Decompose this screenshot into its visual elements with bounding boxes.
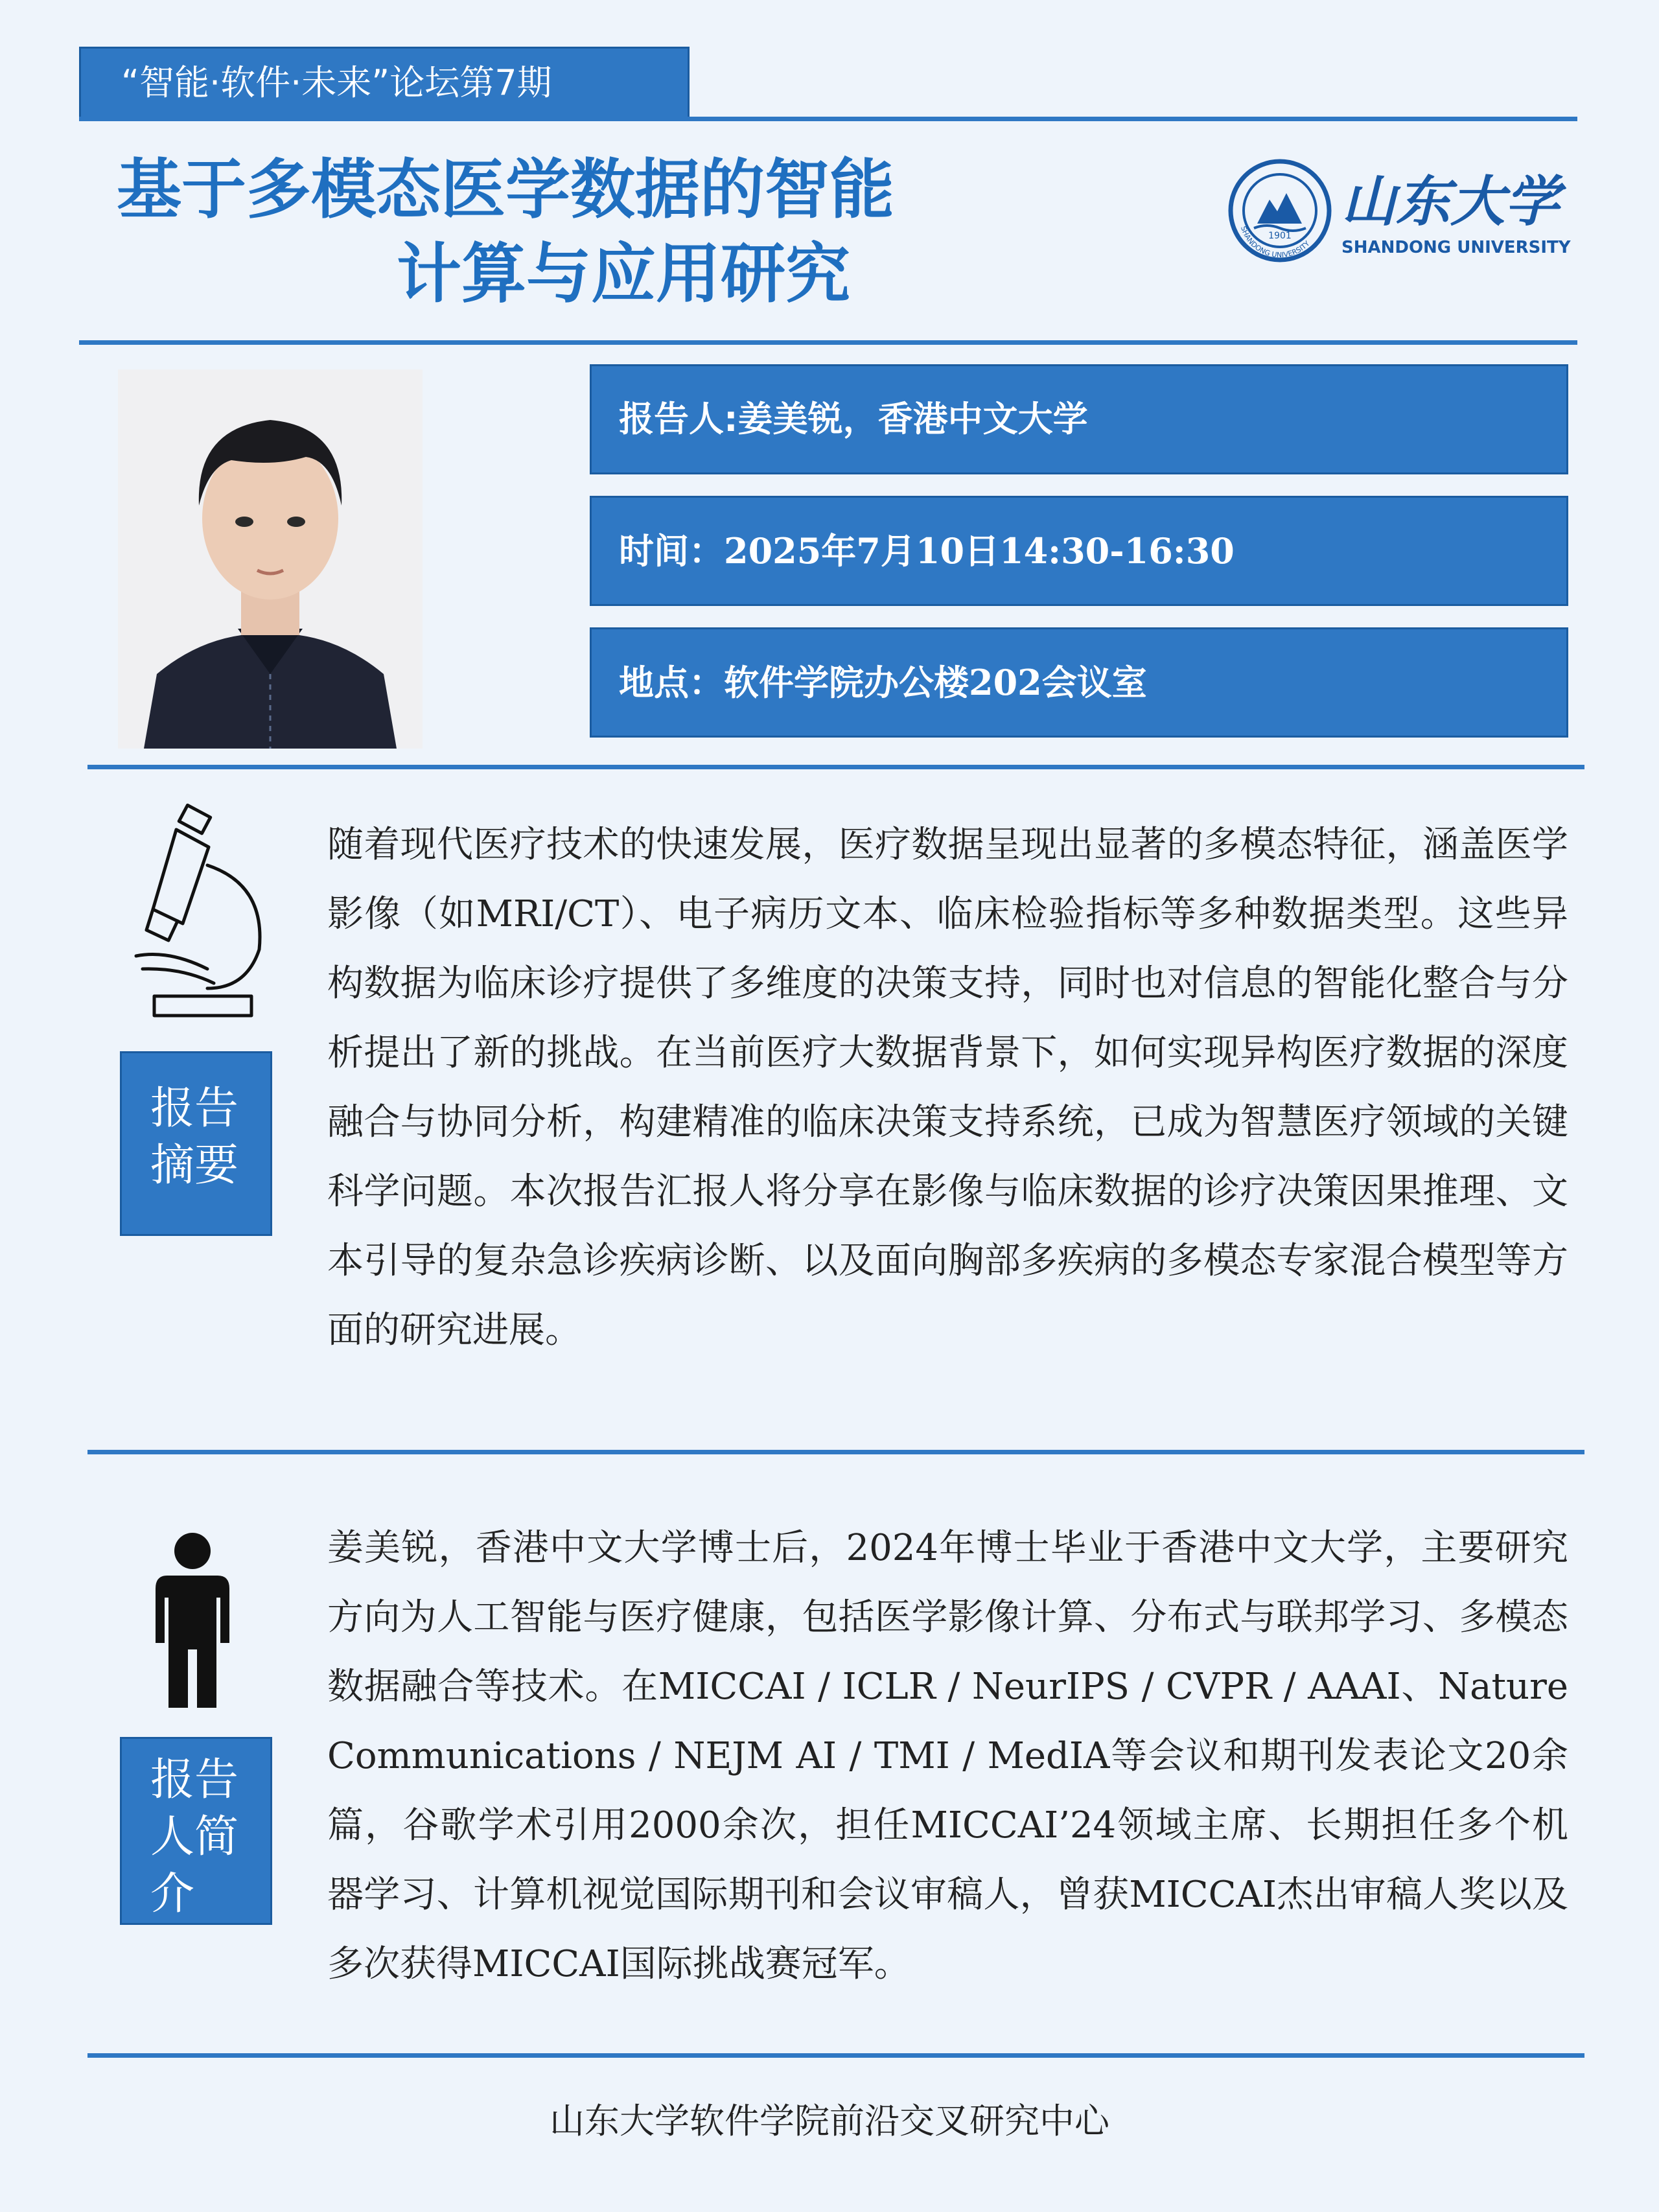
abstract-label: 报告摘要 [120, 1051, 272, 1236]
calligraphy-text: 山东大学 [1341, 169, 1560, 233]
title-line-1: 基于多模态医学数据的智能 [117, 152, 894, 227]
abstract-rule [87, 1450, 1584, 1454]
forum-tag: “智能·软件·未来”论坛第7期 [79, 47, 690, 119]
speaker-photo [118, 369, 423, 749]
speaker-info: 报告人:姜美锐，香港中文大学 [590, 364, 1568, 474]
university-logo [1228, 156, 1578, 266]
bio-label: 报告人简介 [120, 1737, 272, 1925]
seal-year: 1901 [1268, 231, 1292, 241]
bio-rule [87, 2053, 1584, 2058]
logo-english-name: SHANDONG UNIVERSITY [1341, 238, 1571, 257]
time-info: 时间：2025年7月10日14:30-16:30 [590, 496, 1568, 606]
page-title [117, 148, 1102, 316]
microscope-icon [130, 794, 275, 1027]
bio-text: 姜美锐，香港中文大学博士后，2024年博士毕业于香港中文大学，主要研究方向为人工智能与医疗健康，包括医学影像计算、分布式与联邦学习、多模态数据融合等技术。在MICCAI / ICLR / NeurIPS / CVPR / AAAI、Nature Communications / NEJM AI / TMI / MedIA等会议和期刊发表论文20余篇，谷歌学术引用2000余次，担任MICCAI’24领域主席、长期担任多个机器学习、计算机视觉国际期刊和会议审稿人，曾获MICCAI杰出审稿人奖以及多次获得MICCAI国际挑战赛冠军。 [327, 1527, 1568, 1985]
header-rule [79, 117, 1577, 121]
location-info: 地点：软件学院办公楼202会议室 [590, 627, 1568, 738]
person-icon [149, 1533, 237, 1708]
abstract-text: 随着现代医疗技术的快速发展，医疗数据呈现出显著的多模态特征，涵盖医学影像（如MRI/CT）、电子病历文本、临床检验指标等多种数据类型。这些异构数据为临床诊疗提供了多维度的决策支持，同时也对信息的智能化整合与分析提出了新的挑战。在当前医疗大数据背景下，如何实现异构医疗数据的深度融合与协同分析，构建精准的临床决策支持系统，已成为智慧医疗领域的关键科学问题。本次报告汇报人将分享在影像与临床数据的诊疗决策因果推理、文本引导的复杂急诊疾病诊断、以及面向胸部多疾病的多模态专家混合模型等方面的研究进展。 [327, 824, 1568, 1351]
title-line-2: 计算与应用研究 [397, 236, 850, 312]
footer-organizer: 山东大学软件学院前沿交叉研究中心 [550, 2101, 1109, 2141]
title-rule [79, 340, 1577, 345]
info-rule [87, 765, 1584, 769]
university-seal-icon [1228, 156, 1578, 266]
seal-text: SHANDONG UNIVERSITY [1238, 225, 1312, 260]
